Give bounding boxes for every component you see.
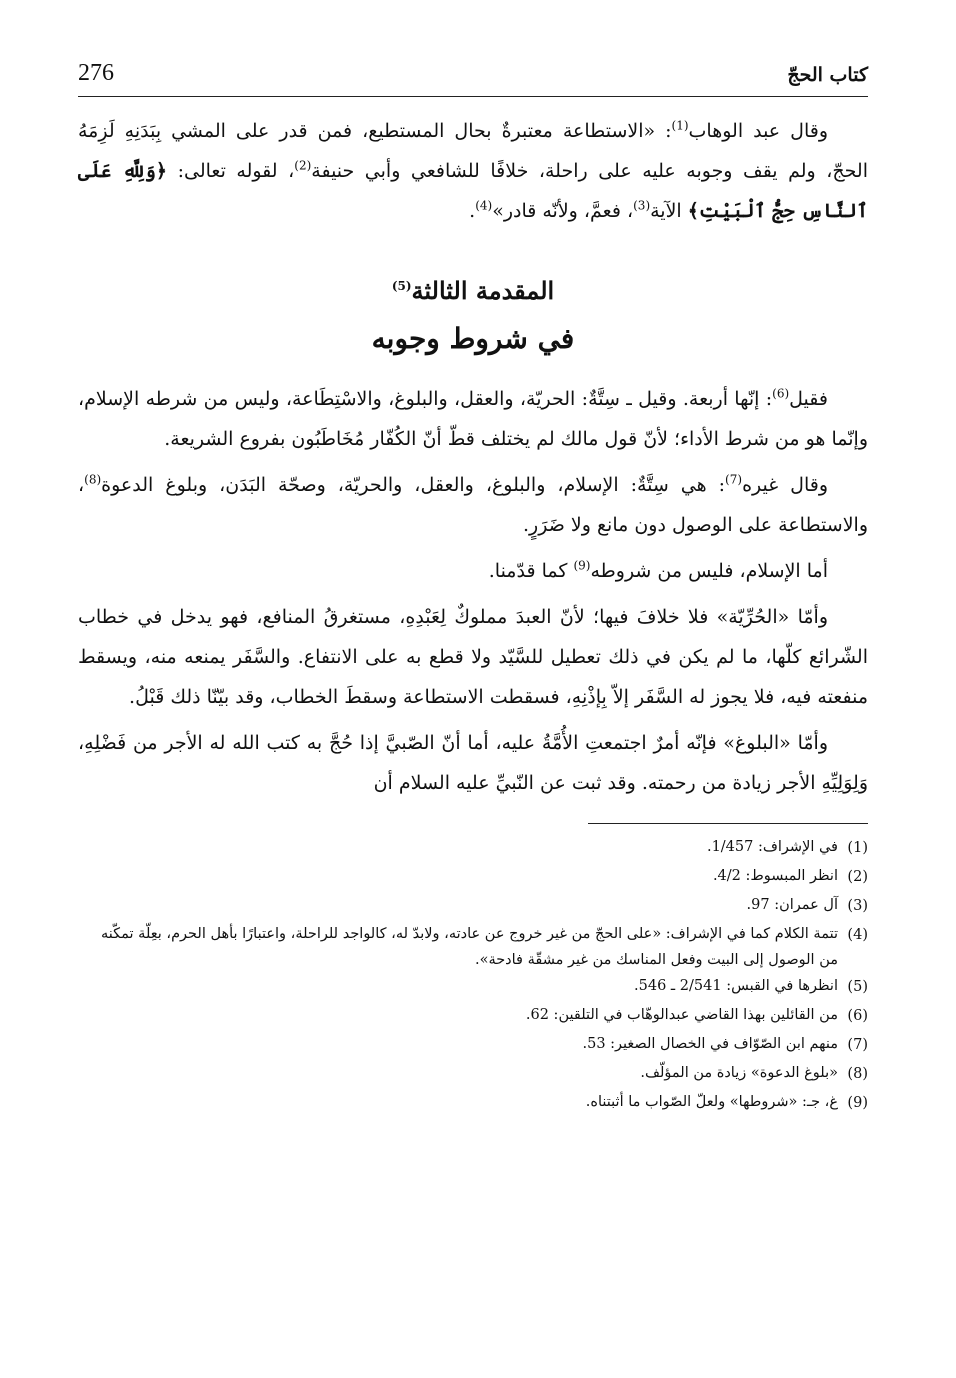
footnote-ref-7[interactable]: (7) — [725, 472, 743, 487]
text-run: وقال غيره — [742, 474, 828, 496]
page-header — [78, 52, 868, 97]
quran-verse: ﴿وَلِلَّهِ عَلَى ٱلنَّاسِ حِجُّ ٱلْبَيْتِ﴾ — [78, 160, 868, 222]
paragraph-puberty: وأمّا «البلوغ» فإنّه أمرٌ اجتمعتِ الأُمَّةُ عليه، أما أنّ الصّبيَّ إذا حُجَّ به كتب الله له الأجر من فَضْلِهِ، وَلِوَلِيِّهِ الأجر زيادة من رحمته. وقد ثبت عن النّبيِّ عليه السلام أن — [78, 732, 868, 794]
footnote-item — [78, 921, 868, 973]
footnote-number: (2) — [847, 869, 868, 885]
footnote-item — [78, 1089, 868, 1118]
paragraph-islam — [78, 551, 868, 591]
footnote-number: (9) — [847, 1095, 868, 1111]
paragraph-six-conditions — [78, 465, 868, 545]
footnotes-list — [78, 834, 868, 1118]
text-run: ، فعمَّ، ولأنّه قادر» — [492, 200, 634, 222]
footnote-item — [78, 973, 868, 1002]
footnote-text: من القائلين بهذا القاضي عبدالوهّاب في التلقين: 62. — [525, 1007, 838, 1023]
footnote-number: (7) — [847, 1037, 868, 1053]
section-subheading: في شروط وجوبه — [371, 322, 575, 355]
footnote-text: «بلوغ الدعوة» زيادة من المؤلّف. — [640, 1065, 838, 1081]
footnote-ref-8[interactable]: (8) — [84, 472, 102, 487]
paragraph-four-or-six-conditions — [78, 379, 868, 459]
footnote-text: منهم ابن الصّوّاف في الخصال الصغير: 53. — [582, 1036, 838, 1052]
text-run: كما قدّمنا. — [488, 560, 574, 582]
paragraph-freedom: وأمّا «الحُرِّيّة» فلا خلافَ فيها؛ لأنّ العبدَ مملوكٌ لِعَبْدِهِ، مستغرقُ المنافع، فهو يدخل في خطاب الشّرائع كلّها، ما لم يكن في ذلك تعطيل للسَّيّد ولا قطع به على الانتفاع. والسَّفَر يمنعه منه، ويسقط منفعته فيه، فلا يجوز له السَّفَر إلاّ بِإذْنِهِ، فسقطت الاستطاعة وسقطَ الخطاب، وقد بيّنّا ذلك قَبْلُ. — [78, 606, 868, 708]
footnote-number: (3) — [847, 898, 868, 914]
section-heading-text: المقدمة الثالثة — [411, 276, 555, 305]
section-heading — [78, 271, 868, 311]
footnote-text: غ، جـ: «شروطها» ولعلّ الصّواب ما أثبتناه. — [585, 1094, 838, 1110]
footnote-ref-4[interactable]: (4) — [475, 198, 493, 213]
text-run: : إنّها أربعة. وقيل ـ سِتَّةٌ: الحريّة، والعقل، والبلوغ، والاسْتِطَاعة، وليس من شرطه الإسلام، وإنّما هو من شرط الأداء؛ لأنّ قول مالك لم يختلف قطّ أنّ الكُفّار مُخَاطَبُون بفروع الشريعة. — [78, 388, 868, 450]
footnote-text: آل عمران: 97. — [746, 897, 838, 913]
text-run: . — [469, 200, 476, 222]
book-page — [78, 52, 868, 1352]
text-run: الآية — [650, 200, 688, 222]
footnote-ref-1[interactable]: (1) — [671, 118, 689, 133]
text-run: : «الاستطاعة معتبرةٌ بحال المستطيع، فمن قدر على المشي بِبَدَنِهِ لَزِمَهُ الحجّ، ولم يقف وجوبه عليه على راحلة، خلافًا للشافعي وأبي حنيفة — [78, 120, 868, 182]
footnote-item — [78, 863, 868, 892]
footnote-item — [78, 1031, 868, 1060]
running-title: كتاب الحجّ — [787, 64, 868, 86]
page-number: 276 — [78, 60, 114, 86]
text-run: فقيل — [789, 388, 828, 410]
footnote-ref-3[interactable]: (3) — [633, 198, 651, 213]
footnote-ref-9[interactable]: (9) — [573, 558, 591, 573]
footnote-item — [78, 1060, 868, 1089]
paragraph-abdulwahhab-quote — [78, 111, 868, 231]
text-run: ، والاستطاعة على الوصول دون مانع ولا ضَرَرٍ. — [78, 474, 868, 536]
footnote-number: (6) — [847, 1008, 868, 1024]
footnote-number: (4) — [847, 927, 868, 943]
footnote-number: (5) — [847, 979, 868, 995]
footnote-ref-6[interactable]: (6) — [772, 386, 790, 401]
text-run: أما الإسلام، فليس من شروطه — [590, 560, 828, 582]
footnote-item — [78, 892, 868, 921]
footnote-text: في الإشراف: 1/457. — [706, 839, 838, 855]
text-run: : هي سِتَّةٌ: الإسلام، والبلوغ، والعقل، والحريّة، وصحّة البَدَن، وبلوغ الدعوة — [101, 474, 726, 496]
footnote-number: (8) — [847, 1066, 868, 1082]
footnote-text: تتمة الكلام كما في الإشراف: «على الحجّ من غير خروج عن عادته، ولابدّ له، كالواجد للراحلة، واعتبارًا بأهل الحرم، بعِلّة تمكّنه من الوصول إلى البيت وفعل المناسك من غير مشقّة فادحة». — [100, 926, 838, 968]
footnote-divider — [588, 823, 868, 824]
footnote-number: (1) — [847, 840, 868, 856]
footnote-ref-2[interactable]: (2) — [294, 158, 312, 173]
footnote-item — [78, 834, 868, 863]
text-run: ، لقوله تعالى: — [167, 160, 295, 182]
footnote-text: انظرها في القبس: 2/541 ـ 546. — [634, 978, 838, 994]
footnote-item — [78, 1002, 868, 1031]
footnote-text: انظر المبسوط: 4/2. — [712, 868, 838, 884]
footnote-ref-5[interactable]: (5) — [391, 279, 412, 293]
text-run: وقال عبد الوهاب — [688, 120, 828, 142]
